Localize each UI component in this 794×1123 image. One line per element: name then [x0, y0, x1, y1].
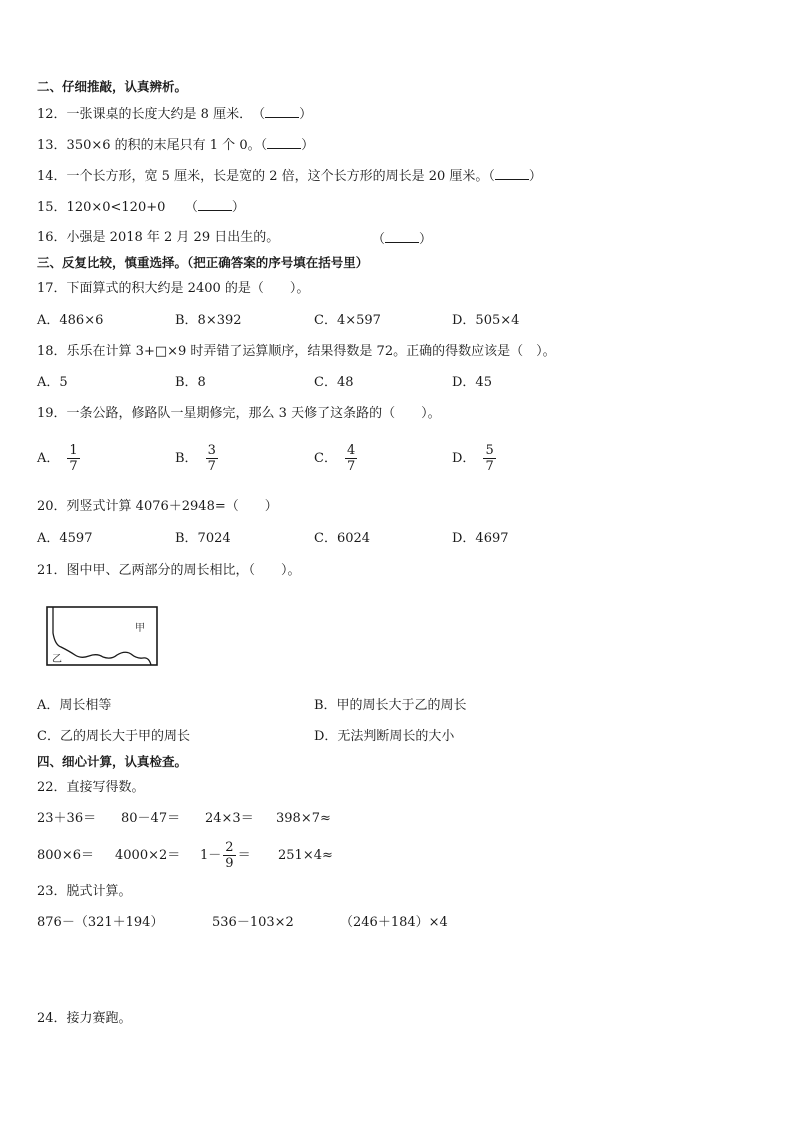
option-d[interactable]: D．无法判断周长的大小	[314, 729, 455, 744]
option-a[interactable]: A．486×6	[37, 313, 104, 328]
option-a[interactable]: A．4597	[37, 531, 93, 546]
question-15-text: 15．120×0<120+0 （	[37, 200, 198, 215]
question-16-text: 16．小强是 2018 年 2 月 29 日出生的。	[37, 230, 280, 245]
question-24: 24．接力赛跑。	[37, 1011, 132, 1026]
question-21: 21．图中甲、乙两部分的周长相比，（ ）。	[37, 563, 301, 578]
answer-blank[interactable]	[385, 230, 419, 243]
calc-item: 24×3＝	[205, 811, 254, 826]
fraction: $\frac{1}{7}$	[69, 443, 78, 474]
option-c[interactable]: C．6024	[314, 531, 371, 546]
fraction: $\frac{3}{7}$	[207, 443, 216, 474]
question-13: 13．350×6 的积的末尾只有 1 个 0。（ ）	[37, 138, 315, 153]
calc-item: 4000×2＝	[115, 848, 181, 863]
option-b[interactable]: B．8	[175, 375, 206, 390]
option-a[interactable]: A．周长相等	[37, 698, 112, 713]
calc-item: 398×7≈	[276, 811, 331, 826]
figure-dividing-curve	[53, 607, 151, 665]
question-20: 20．列竖式计算 4076＋2948=（ ）	[37, 499, 278, 514]
calc-item: 251×4≈	[278, 848, 333, 863]
option-c[interactable]: C．4×597	[314, 313, 381, 328]
question-17: 17．下面算式的积大约是 2400 的是（ ）。	[37, 281, 310, 296]
question-18: 18．乐乐在计算 3+□×9 时弄错了运算顺序，结果得数是 72。正确的得数应该是（ ）。	[37, 344, 556, 359]
option-d[interactable]: D． $\frac{5}{7}$	[452, 443, 494, 474]
question-22: 22．直接写得数。	[37, 780, 145, 795]
calc-item: 80－47＝	[121, 811, 181, 826]
option-d[interactable]: D．4697	[452, 531, 509, 546]
question-23: 23．脱式计算。	[37, 884, 132, 899]
option-b[interactable]: B．8×392	[175, 313, 242, 328]
calc-item: 23＋36＝	[37, 811, 97, 826]
question-19: 19．一条公路，修路队一星期修完，那么 3 天修了这条路的（ ）。	[37, 406, 441, 421]
label-yi: 乙	[52, 654, 62, 665]
question-12-text: 12．一张课桌的长度大约是 8 厘米． （	[37, 107, 266, 122]
question-13-text: 13．350×6 的积的末尾只有 1 个 0。（	[37, 138, 268, 153]
question-12: 12．一张课桌的长度大约是 8 厘米． （ ）	[37, 107, 313, 122]
section-4-title: 四、细心计算，认真检查。	[37, 754, 188, 769]
option-c[interactable]: C．48	[314, 375, 354, 390]
question-16	[37, 230, 279, 246]
fraction: $\frac{2}{9}$	[225, 840, 234, 871]
option-c[interactable]: C． $\frac{4}{7}$	[314, 443, 356, 474]
calc-item: 800×6＝	[37, 848, 94, 863]
calc-item-fraction: 1－ $\frac{2}{9}$ ＝	[200, 840, 251, 871]
calc-item: 876－（321＋194）	[37, 915, 164, 930]
option-b[interactable]: B．甲的周长大于乙的周长	[314, 698, 467, 713]
answer-blank[interactable]	[495, 167, 529, 180]
calc-item: 536－103×2	[212, 915, 294, 930]
question-14-text: 14．一个长方形，宽 5 厘米，长是宽的 2 倍，这个长方形的周长是 20 厘米。（	[37, 169, 495, 184]
question-15: 15．120×0<120+0 （ ）	[37, 200, 245, 215]
fraction: $\frac{4}{7}$	[346, 443, 356, 474]
option-b[interactable]: B． $\frac{3}{7}$	[175, 443, 216, 474]
option-d[interactable]: D．505×4	[452, 313, 520, 328]
option-a[interactable]: A．5	[37, 375, 68, 390]
option-c[interactable]: C．乙的周长大于甲的周长	[37, 729, 190, 744]
question-16-answer: （ ）	[372, 232, 433, 247]
option-a[interactable]: A． $\frac{1}{7}$	[37, 443, 78, 474]
section-2-title: 二、仔细推敲，认真辨析。	[37, 79, 188, 94]
option-b[interactable]: B．7024	[175, 531, 231, 546]
question-14: 14．一个长方形，宽 5 厘米，长是宽的 2 倍，这个长方形的周长是 20 厘米。（ ）	[37, 169, 542, 184]
calc-item: （246＋184）×4	[340, 915, 448, 930]
section-3-title: 三、反复比较，慎重选择。（把正确答案的序号填在括号里）	[37, 255, 369, 270]
answer-blank[interactable]	[267, 136, 301, 149]
fraction: $\frac{5}{7}$	[485, 443, 494, 474]
label-jia: 甲	[135, 623, 145, 634]
perimeter-figure	[45, 605, 160, 669]
answer-blank[interactable]	[265, 105, 299, 118]
option-d[interactable]: D．45	[452, 375, 492, 390]
answer-blank[interactable]	[198, 198, 232, 211]
